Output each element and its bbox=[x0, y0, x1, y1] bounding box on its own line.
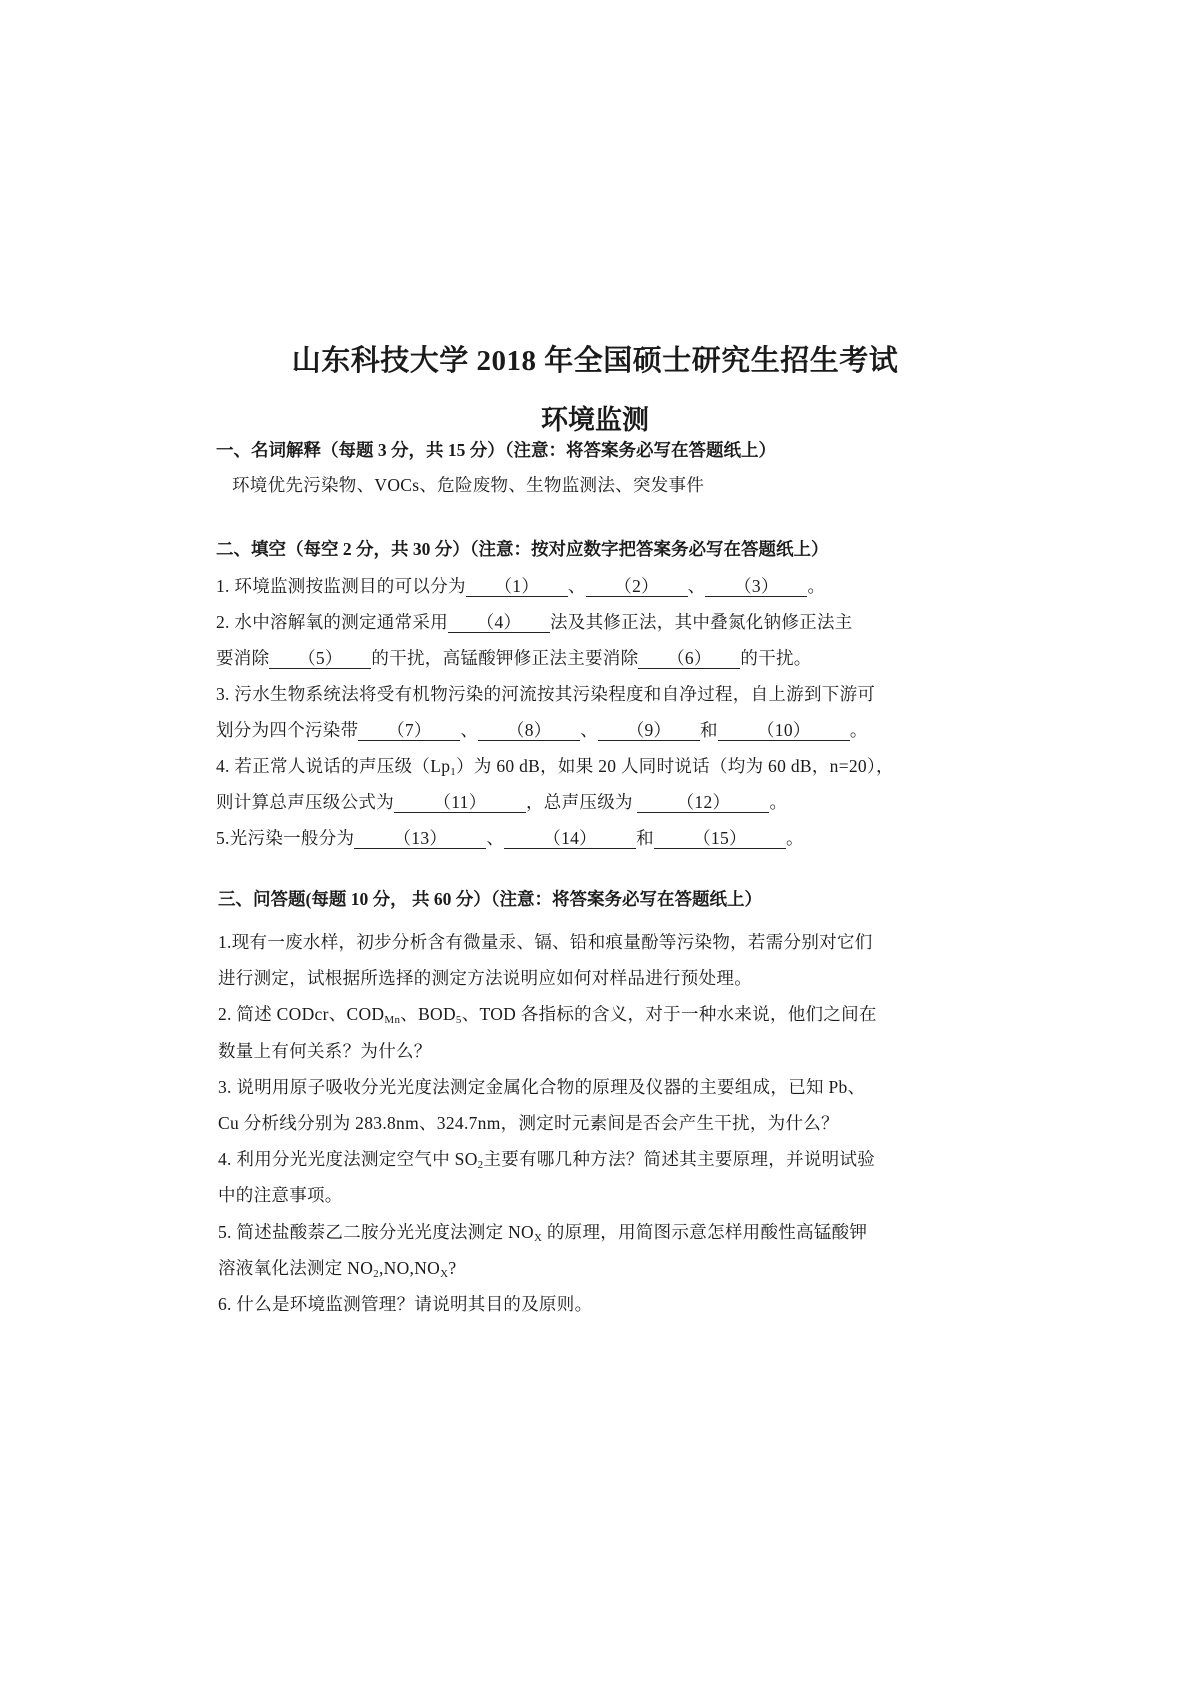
section1-terms: 环境优先污染物、VOCs、危险废物、生物监测法、突发事件 bbox=[232, 475, 705, 495]
subscript: X bbox=[533, 1231, 543, 1244]
answer-blank: （6） bbox=[638, 648, 740, 669]
answer-blank: （7） bbox=[358, 720, 460, 741]
text-run: 中的注意事项。 bbox=[218, 1185, 343, 1206]
text-run: 则计算总声压级公式为 bbox=[216, 792, 394, 812]
text-run: 。 bbox=[785, 828, 804, 848]
text-run: 2. 简述 CODcr、COD bbox=[218, 1004, 385, 1025]
question-line bbox=[218, 1038, 432, 1063]
answer-blank: （15） bbox=[654, 828, 786, 849]
fill-in-line bbox=[216, 645, 812, 670]
exam-subject: 环境监测 bbox=[541, 405, 649, 435]
text-run: 和 bbox=[700, 720, 718, 740]
text-run: ，总声压级为 bbox=[526, 792, 638, 812]
text-run: 、 bbox=[580, 720, 599, 740]
text-run: 5. 简述盐酸萘乙二胺分光光度法测定 NO bbox=[218, 1221, 534, 1242]
question-line bbox=[218, 1255, 456, 1280]
text-run: 1. 环境监测按监测目的可以分为 bbox=[216, 576, 466, 596]
text-run: Cu 分析线分别为 283.8nm、324.7nm，测定时元素间是否会产生干扰，为什么？ bbox=[218, 1113, 839, 1133]
text-run: 、 bbox=[567, 576, 586, 596]
text-run: 、BOD bbox=[400, 1004, 456, 1025]
text-run: 要消除 bbox=[216, 648, 270, 668]
question-line bbox=[218, 1182, 343, 1207]
text-run: 和 bbox=[636, 828, 654, 848]
answer-blank: （10） bbox=[718, 720, 850, 741]
fill-in-line bbox=[216, 717, 868, 742]
subscript: Mn bbox=[384, 1014, 401, 1027]
question-line bbox=[218, 1001, 877, 1026]
text-run: 、 bbox=[486, 828, 505, 848]
text-run: ,NO,NO bbox=[378, 1257, 441, 1278]
text-run: ? bbox=[448, 1257, 457, 1278]
text-run: 。 bbox=[769, 792, 788, 812]
section3-heading: 三、问答题(每题 10 分， 共 60 分）（注意：将答案务必写在答题纸上） bbox=[218, 889, 762, 909]
fill-in-line bbox=[216, 609, 853, 634]
text-run: 4. 若正常人说话的声压级（Lp bbox=[216, 756, 451, 776]
text-run: 、 bbox=[460, 720, 479, 740]
subscript: 1 bbox=[450, 766, 457, 778]
text-run: 溶液氧化法测定 NO bbox=[218, 1257, 374, 1278]
fill-in-line bbox=[216, 573, 825, 598]
text-run: 。 bbox=[807, 576, 826, 596]
question-line bbox=[218, 1291, 592, 1316]
text-run: 6. 什么是环境监测管理？请说明其目的及原则。 bbox=[218, 1294, 593, 1314]
answer-blank: （12） bbox=[637, 792, 769, 813]
fill-in-line bbox=[216, 825, 804, 850]
question-line bbox=[218, 1074, 865, 1099]
subscript: 2 bbox=[373, 1267, 379, 1280]
answer-blank: （8） bbox=[478, 720, 580, 741]
answer-blank: （13） bbox=[354, 828, 486, 849]
text-run: 法及其修正法，其中叠氮化钠修正法主 bbox=[550, 612, 853, 632]
text-run: 的原理，用简图示意怎样用酸性高锰酸钾 bbox=[542, 1221, 868, 1242]
subscript: 5 bbox=[455, 1014, 462, 1027]
question-line bbox=[218, 1146, 875, 1171]
answer-blank: （2） bbox=[586, 576, 688, 597]
question-line bbox=[218, 1110, 839, 1135]
text-run: 、 bbox=[687, 576, 706, 596]
section1-heading: 一、名词解释（每题 3 分，共 15 分）（注意：将答案务必写在答题纸上） bbox=[216, 440, 776, 460]
text-run: 3. 污水生物系统法将受有机物污染的河流按其污染程度和自净过程，自上游到下游可 bbox=[216, 684, 876, 704]
answer-blank: （3） bbox=[705, 576, 807, 597]
text-run: 进行测定，试根据所选择的测定方法说明应如何对样品进行预处理。 bbox=[218, 968, 752, 989]
answer-blank: （5） bbox=[269, 648, 371, 669]
answer-blank: （4） bbox=[448, 612, 550, 633]
answer-blank: （14） bbox=[504, 828, 636, 849]
text-run: 2. 水中溶解氧的测定通常采用 bbox=[216, 612, 448, 632]
fill-in-line bbox=[216, 681, 875, 706]
text-run: ）为 60 dB，如果 20 人同时说话（均为 60 dB，n=20）， bbox=[456, 756, 894, 776]
text-run: 、TOD 各指标的含义，对于一种水来说，他们之间在 bbox=[461, 1004, 877, 1025]
subscript: X bbox=[440, 1267, 449, 1280]
fill-in-line bbox=[216, 789, 787, 814]
subscript: 2 bbox=[477, 1159, 484, 1172]
text-run: 1.现有一废水样，初步分析含有微量汞、镉、铅和痕量酚等污染物，若需分别对它们 bbox=[218, 932, 873, 952]
section2-heading: 二、填空（每空 2 分，共 30 分）（注意：按对应数字把答案务必写在答题纸上） bbox=[216, 539, 829, 559]
answer-blank: （11） bbox=[394, 792, 526, 813]
text-run: 3. 说明用原子吸收分光光度法测定金属化合物的原理及仪器的主要组成，已知 Pb、 bbox=[218, 1076, 866, 1097]
question-line bbox=[218, 929, 873, 954]
fill-in-line bbox=[216, 753, 894, 778]
exam-title: 山东科技大学 2018 年全国硕士研究生招生考试 bbox=[291, 345, 899, 377]
answer-blank: （1） bbox=[466, 576, 568, 597]
text-run: 划分为四个污染带 bbox=[216, 720, 359, 740]
text-run: 4. 利用分光光度法测定空气中 SO bbox=[218, 1149, 478, 1170]
text-run: 的干扰。 bbox=[740, 648, 812, 668]
answer-blank: （9） bbox=[598, 720, 700, 741]
text-run: 5.光污染一般分为 bbox=[216, 828, 355, 848]
text-run: 的干扰，高锰酸钾修正法主要消除 bbox=[371, 648, 639, 668]
question-line bbox=[218, 1219, 867, 1244]
text-run: 主要有哪几种方法？简述其主要原理，并说明试验 bbox=[483, 1149, 876, 1170]
question-line bbox=[218, 965, 752, 990]
text-run: 。 bbox=[849, 720, 868, 740]
text-run: 数量上有何关系？为什么？ bbox=[218, 1040, 432, 1061]
